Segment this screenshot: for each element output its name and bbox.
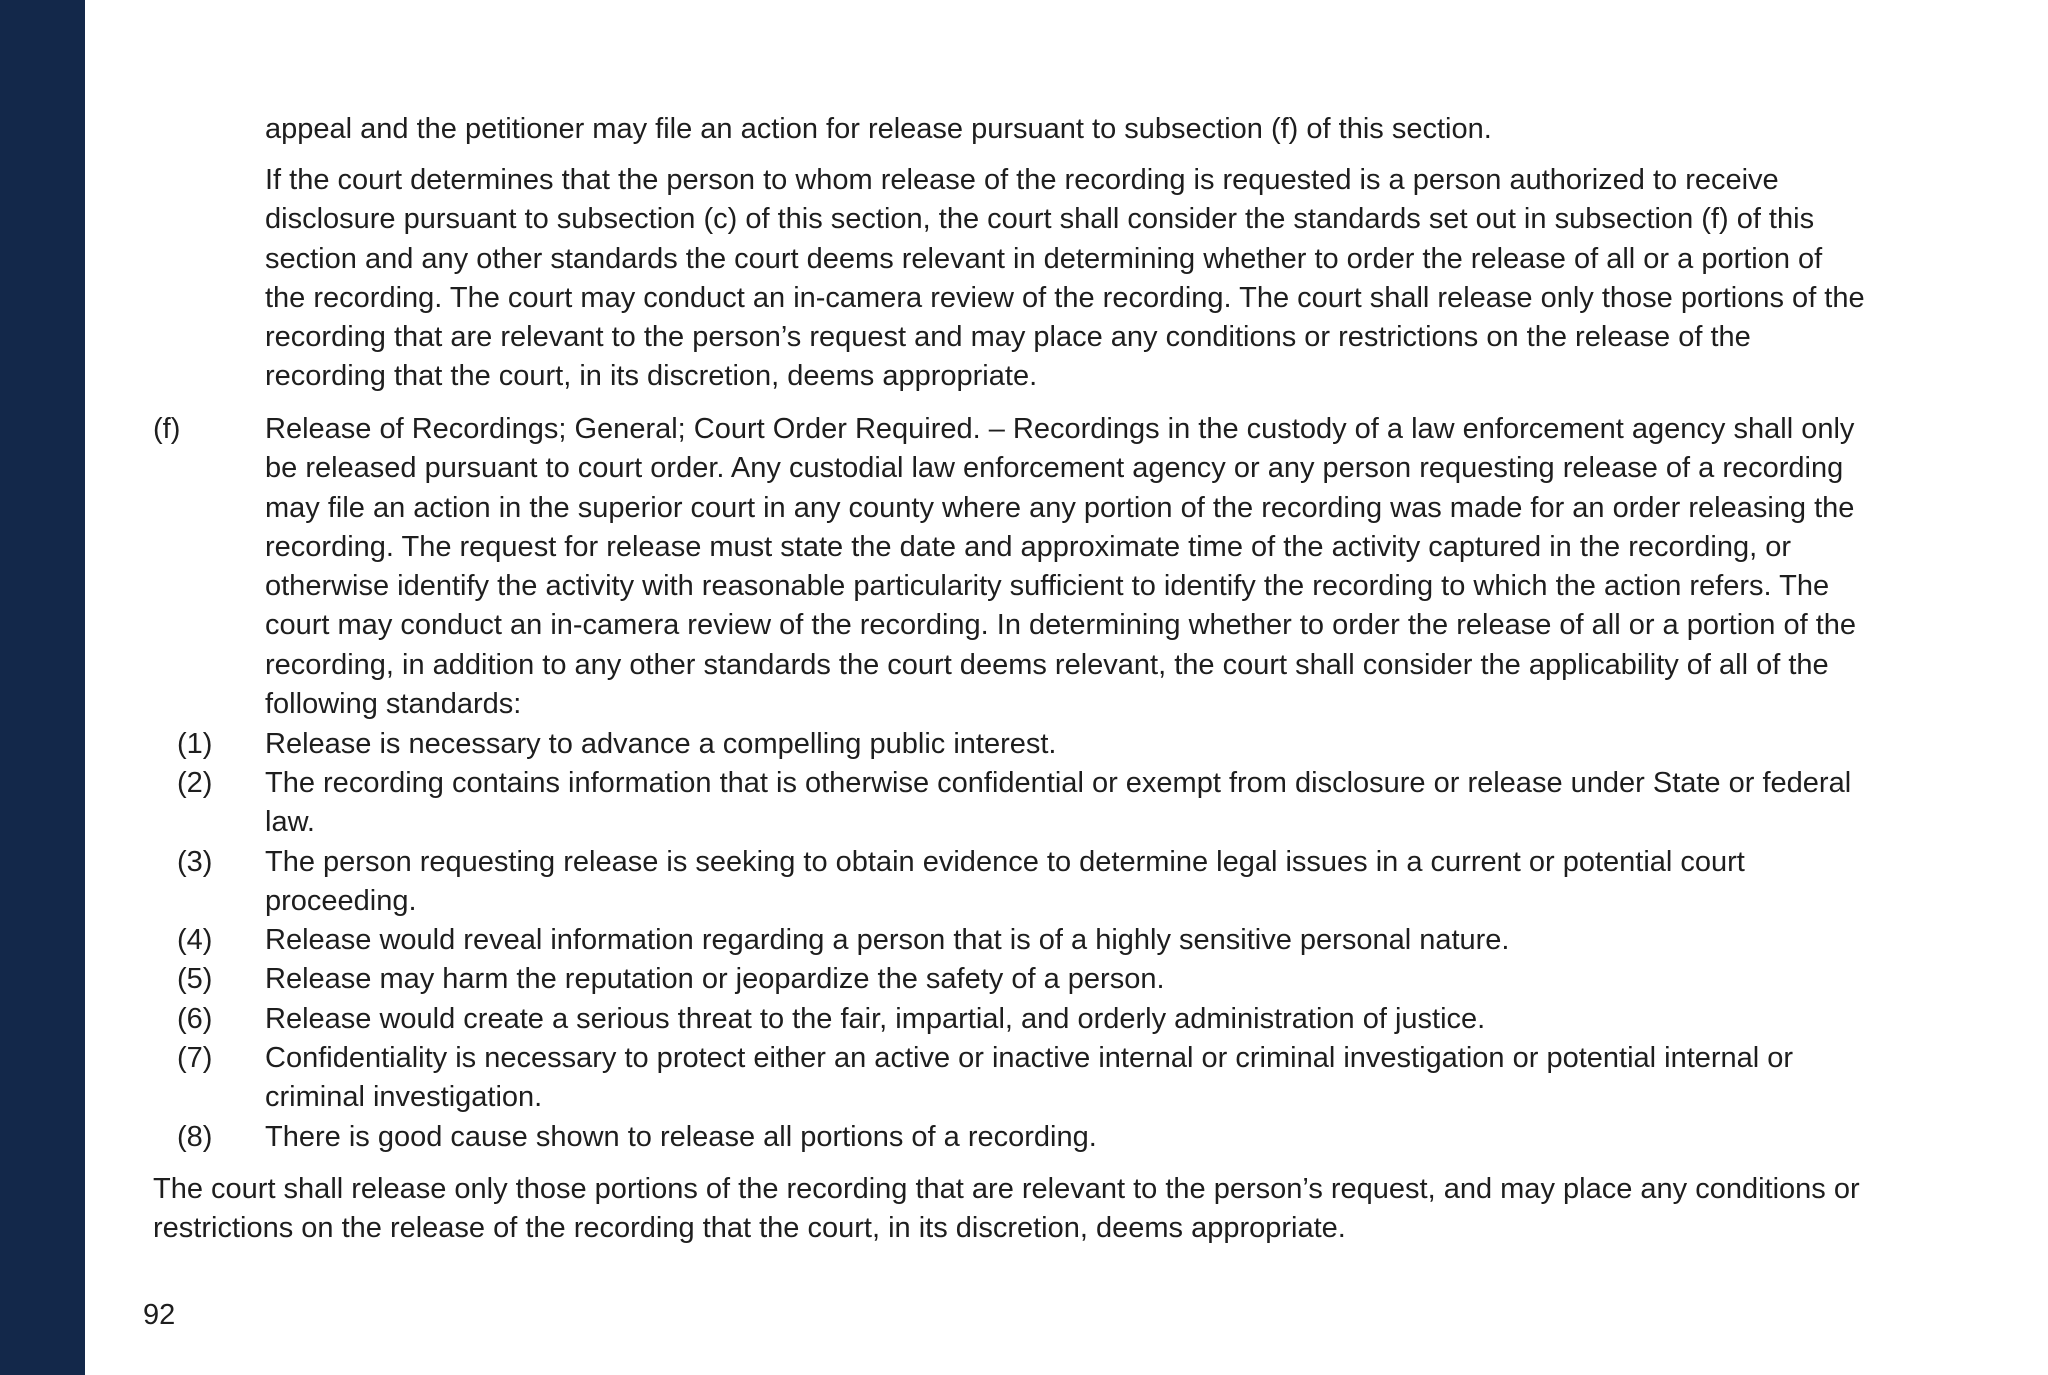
list-item-text: Release is necessary to advance a compelling public interest. <box>265 728 1057 760</box>
list-item-number: (8) <box>177 1121 213 1153</box>
list-item-text: Confidentiality is necessary to protect either an active or inactive internal or criminal investigation or potential internal or criminal investigation. <box>265 1042 1794 1114</box>
list-item-text: There is good cause shown to release all portions of a recording. <box>265 1121 1097 1153</box>
paragraph-e-closing: If the court determines that the person to whom release of the recording is requested is a person authorized to receive disclosure pursuant to subsection (c) of this section, the court shall consider the standards set out in subsection (f) of this section and any other standards the court deems relevant in determining whether to order the release of all or a portion of the recording. The court may conduct an in-camera review of the recording. The court shall release only those portions of the recording that are relevant to the person’s request and may place any conditions or restrictions on the release of the recording that the court, in its discretion, deems appropriate. <box>265 164 1865 393</box>
list-item-text: The person requesting release is seeking to obtain evidence to determine legal issues in a current or potential court proceeding. <box>265 846 1745 918</box>
continuation-text: appeal and the petitioner may file an action for release pursuant to subsection (f) of this section. <box>265 113 1492 145</box>
list-item-text: Release would create a serious threat to the fair, impartial, and orderly administration of justice. <box>265 1003 1486 1035</box>
list-item-text: Release may harm the reputation or jeopardize the safety of a person. <box>265 963 1165 995</box>
page-number: 92 <box>143 1299 176 1331</box>
list-item-text: Release would reveal information regarding a person that is of a highly sensitive personal nature. <box>265 924 1510 956</box>
list-item-number: (5) <box>177 963 213 995</box>
section-f-label: (f) <box>153 413 181 445</box>
list-item-number: (2) <box>177 767 213 799</box>
list-item-number: (4) <box>177 924 213 956</box>
section-f-text: Release of Recordings; General; Court Order Required. – Recordings in the custody of a law enforcement agency shall only be released pursuant to court order. Any custodial law enforcement agency or any person requesting release of a recording may file an action in the superior court in any county where any portion of the recording was made for an order releasing the recording. The request for release must state the date and approximate time of the activity captured in the recording, or otherwise identify the activity with reasonable particularity sufficient to identify the recording to which the action refers. The court may conduct an in-camera review of the recording. In determining whether to order the release of all or a portion of the recording, in addition to any other standards the court deems relevant, the court shall consider the applicability of all of the following standards: <box>265 413 1857 721</box>
list-item-text: The recording contains information that is otherwise confidential or exempt from disclosure or release under State or federal law. <box>265 767 1852 839</box>
list-item-number: (3) <box>177 846 213 878</box>
closing-paragraph: The court shall release only those portions of the recording that are relevant to the person’s request, and may place any conditions or restrictions on the release of the recording that the court, in its discretion, deems appropriate. <box>153 1173 1860 1245</box>
list-item-number: (1) <box>177 728 213 760</box>
list-item-number: (7) <box>177 1042 213 1074</box>
list-item-number: (6) <box>177 1003 213 1035</box>
